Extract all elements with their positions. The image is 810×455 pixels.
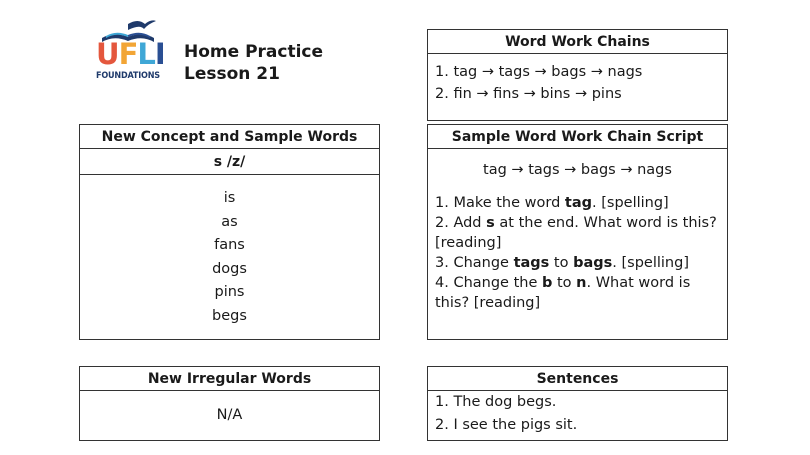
concept-label: s /z/ [80, 149, 379, 175]
sample-word: pins [214, 284, 245, 300]
sample-word: as [221, 213, 238, 230]
logo-wordmark: UFLI [96, 37, 165, 71]
irregular-words-value: N/A [216, 407, 243, 423]
script-step-1: 1. Make the word tag. [spelling] [435, 195, 669, 211]
script-step-3: 3. Change tags to bags. [spelling] [435, 255, 689, 271]
new-concept-box [79, 124, 380, 340]
script-step-2: 2. Add s at the end. What word is this? [reading] [435, 215, 717, 251]
ufli-logo [92, 14, 164, 86]
title-line-2: Lesson 21 [184, 64, 280, 84]
new-concept-header: New Concept and Sample Words [80, 125, 379, 149]
chain-script-header: Sample Word Work Chain Script [428, 125, 727, 149]
page-title [184, 41, 323, 85]
title-line-1: Home Practice [184, 42, 324, 62]
sample-words-list [80, 175, 379, 328]
chain-script-chain: tag → tags → bags → nags [483, 162, 672, 178]
sample-word: begs [212, 307, 247, 324]
sample-word: dogs [212, 260, 247, 277]
sample-word: fans [214, 237, 245, 253]
irregular-words-box [79, 366, 380, 441]
chain-script-box [427, 124, 728, 340]
sentences-list [428, 391, 727, 437]
sample-word: is [223, 190, 236, 206]
sentences-header: Sentences [428, 367, 727, 391]
word-work-chains-header: Word Work Chains [428, 30, 727, 54]
sentence-item: 2. I see the pigs sit. [435, 417, 578, 433]
word-work-chains-list [428, 54, 727, 105]
chain-item: 2. fin → fins → bins → pins [435, 86, 622, 102]
chain-script-steps [428, 193, 727, 313]
sentence-item: 1. The dog begs. [435, 394, 557, 410]
chain-item: 1. tag → tags → bags → nags [435, 64, 643, 80]
sentences-box [427, 366, 728, 441]
word-work-chains-box [427, 29, 728, 121]
script-step-4: 4. Change the b to n. What word is this? [reading] [435, 275, 691, 311]
logo-subtitle: FOUNDATIONS [96, 71, 160, 81]
irregular-words-header: New Irregular Words [80, 367, 379, 391]
